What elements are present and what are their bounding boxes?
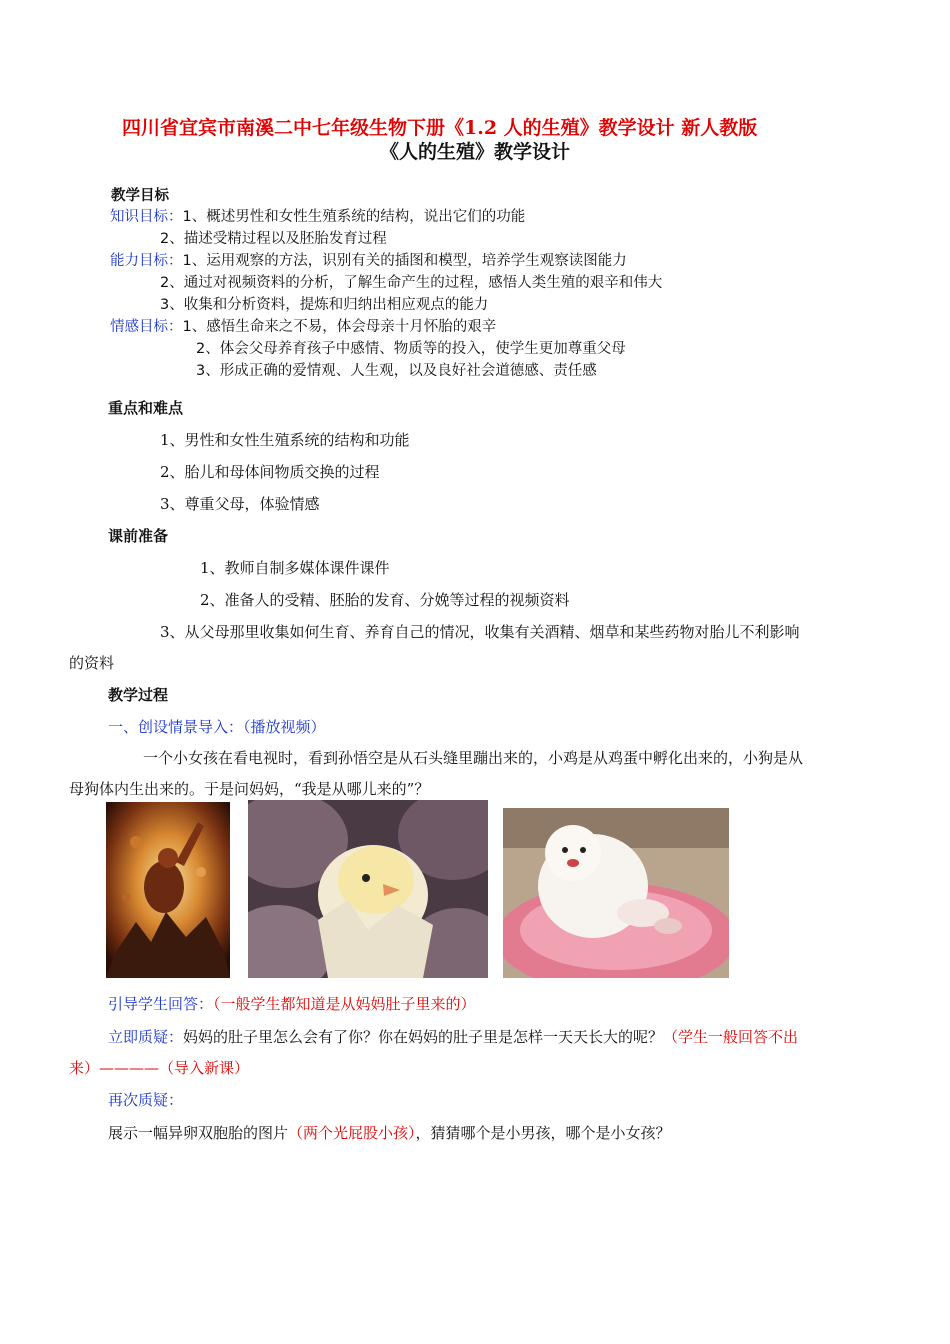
question-note: （学生一般回答不出 [663, 1028, 799, 1046]
again-question-label: 再次质疑： [108, 1091, 184, 1109]
preparation-item-3: 3、从父母那里收集如何生育、养育自己的情况，收集有关酒精、烟草和某些药物对胎儿不利影响 [160, 623, 800, 641]
page-title: 四川省宜宾市南溪二中七年级生物下册《1.2 人的生殖》教学设计 新人教版 [122, 117, 758, 139]
preparation-item-3-continued: 的资料 [69, 654, 115, 672]
question-row-2 [69, 1058, 249, 1078]
key-point-2: 2、胎儿和母体间物质交换的过程 [160, 463, 380, 481]
knowledge-objective-row-1 [110, 207, 525, 227]
knowledge-objective-2: 2、描述受精过程以及胚胎发育过程 [160, 231, 387, 247]
story-paragraph-line-1: 一个小女孩在看电视时，看到孙悟空是从石头缝里蹦出来的，小鸡是从鸡蛋中孵化出来的，小狗是从 [143, 749, 804, 767]
preparation-heading: 课前准备 [108, 527, 169, 545]
question-label: 立即质疑： [108, 1028, 184, 1046]
key-points-heading: 重点和难点 [108, 399, 184, 417]
story-paragraph-line-2: 母狗体内生出来的。于是问妈妈，“我是从哪儿来的”？ [69, 780, 430, 798]
ability-objective-2: 2、通过对视频资料的分析，了解生命产生的过程，感悟人类生殖的艰辛和伟大 [160, 275, 663, 291]
twins-question-end: ，猜猜哪个是小男孩，哪个是小女孩？ [415, 1124, 671, 1142]
emotion-objective-row-1 [110, 317, 496, 337]
cropped-text-fragment [112, 380, 194, 386]
objectives-heading: 教学目标 [111, 188, 169, 204]
process-heading: 教学过程 [108, 686, 169, 704]
twins-question-row [108, 1123, 671, 1143]
preparation-item-1: 1、教师自制多媒体课件课件 [200, 559, 390, 577]
knowledge-objective-1: 1、概述男性和女性生殖系统的结构，说出它们的功能 [182, 209, 526, 225]
new-lesson-note: ————（导入新课） [99, 1059, 250, 1077]
page-subtitle: 《人的生殖》教学设计 [380, 141, 571, 163]
guide-answer: （一般学生都知道是从妈妈肚子里来的） [213, 995, 476, 1013]
ability-objective-label: 能力目标： [110, 253, 183, 269]
guide-answer-row [108, 994, 476, 1014]
hatching-chick-photo [248, 800, 488, 978]
preparation-item-2: 2、准备人的受精、胚胎的发育、分娩等过程的视频资料 [200, 591, 570, 609]
ability-objective-1: 1、运用观察的方法，识别有关的插图和模型，培养学生观察读图能力 [182, 253, 627, 269]
ability-objective-row-1 [110, 251, 627, 271]
key-point-1: 1、男性和女性生殖系统的结构和功能 [160, 431, 410, 449]
guide-label: 引导学生回答： [108, 995, 214, 1013]
emotion-objective-3: 3、形成正确的爱情观、人生观，以及良好社会道德感、责任感 [196, 363, 597, 379]
question-note-end: 来） [69, 1059, 100, 1077]
key-point-3: 3、尊重父母，体验情感 [160, 495, 320, 513]
twins-question-start: 展示一幅异卵双胞胎的图片 [108, 1124, 289, 1142]
ability-objective-3: 3、收集和分析资料，提炼和归纳出相应观点的能力 [160, 297, 489, 313]
question-text: 妈妈的肚子里怎么会有了你？你在妈妈的肚子里是怎样一天天长大的呢？ [183, 1028, 664, 1046]
emotion-objective-label: 情感目标： [110, 319, 183, 335]
twins-description: （两个光屁股小孩） [288, 1124, 416, 1142]
section-1-heading: 一、创设情景导入：（播放视频） [108, 718, 326, 736]
knowledge-objective-label: 知识目标： [110, 209, 183, 225]
dog-with-puppies-photo [503, 808, 729, 978]
monkey-king-stone-photo [106, 802, 230, 978]
emotion-objective-2: 2、体会父母养育孩子中感情、物质等的投入，使学生更加尊重父母 [196, 341, 626, 357]
question-row-1 [108, 1027, 798, 1047]
emotion-objective-1: 1、感悟生命来之不易，体会母亲十月怀胎的艰辛 [182, 319, 497, 335]
